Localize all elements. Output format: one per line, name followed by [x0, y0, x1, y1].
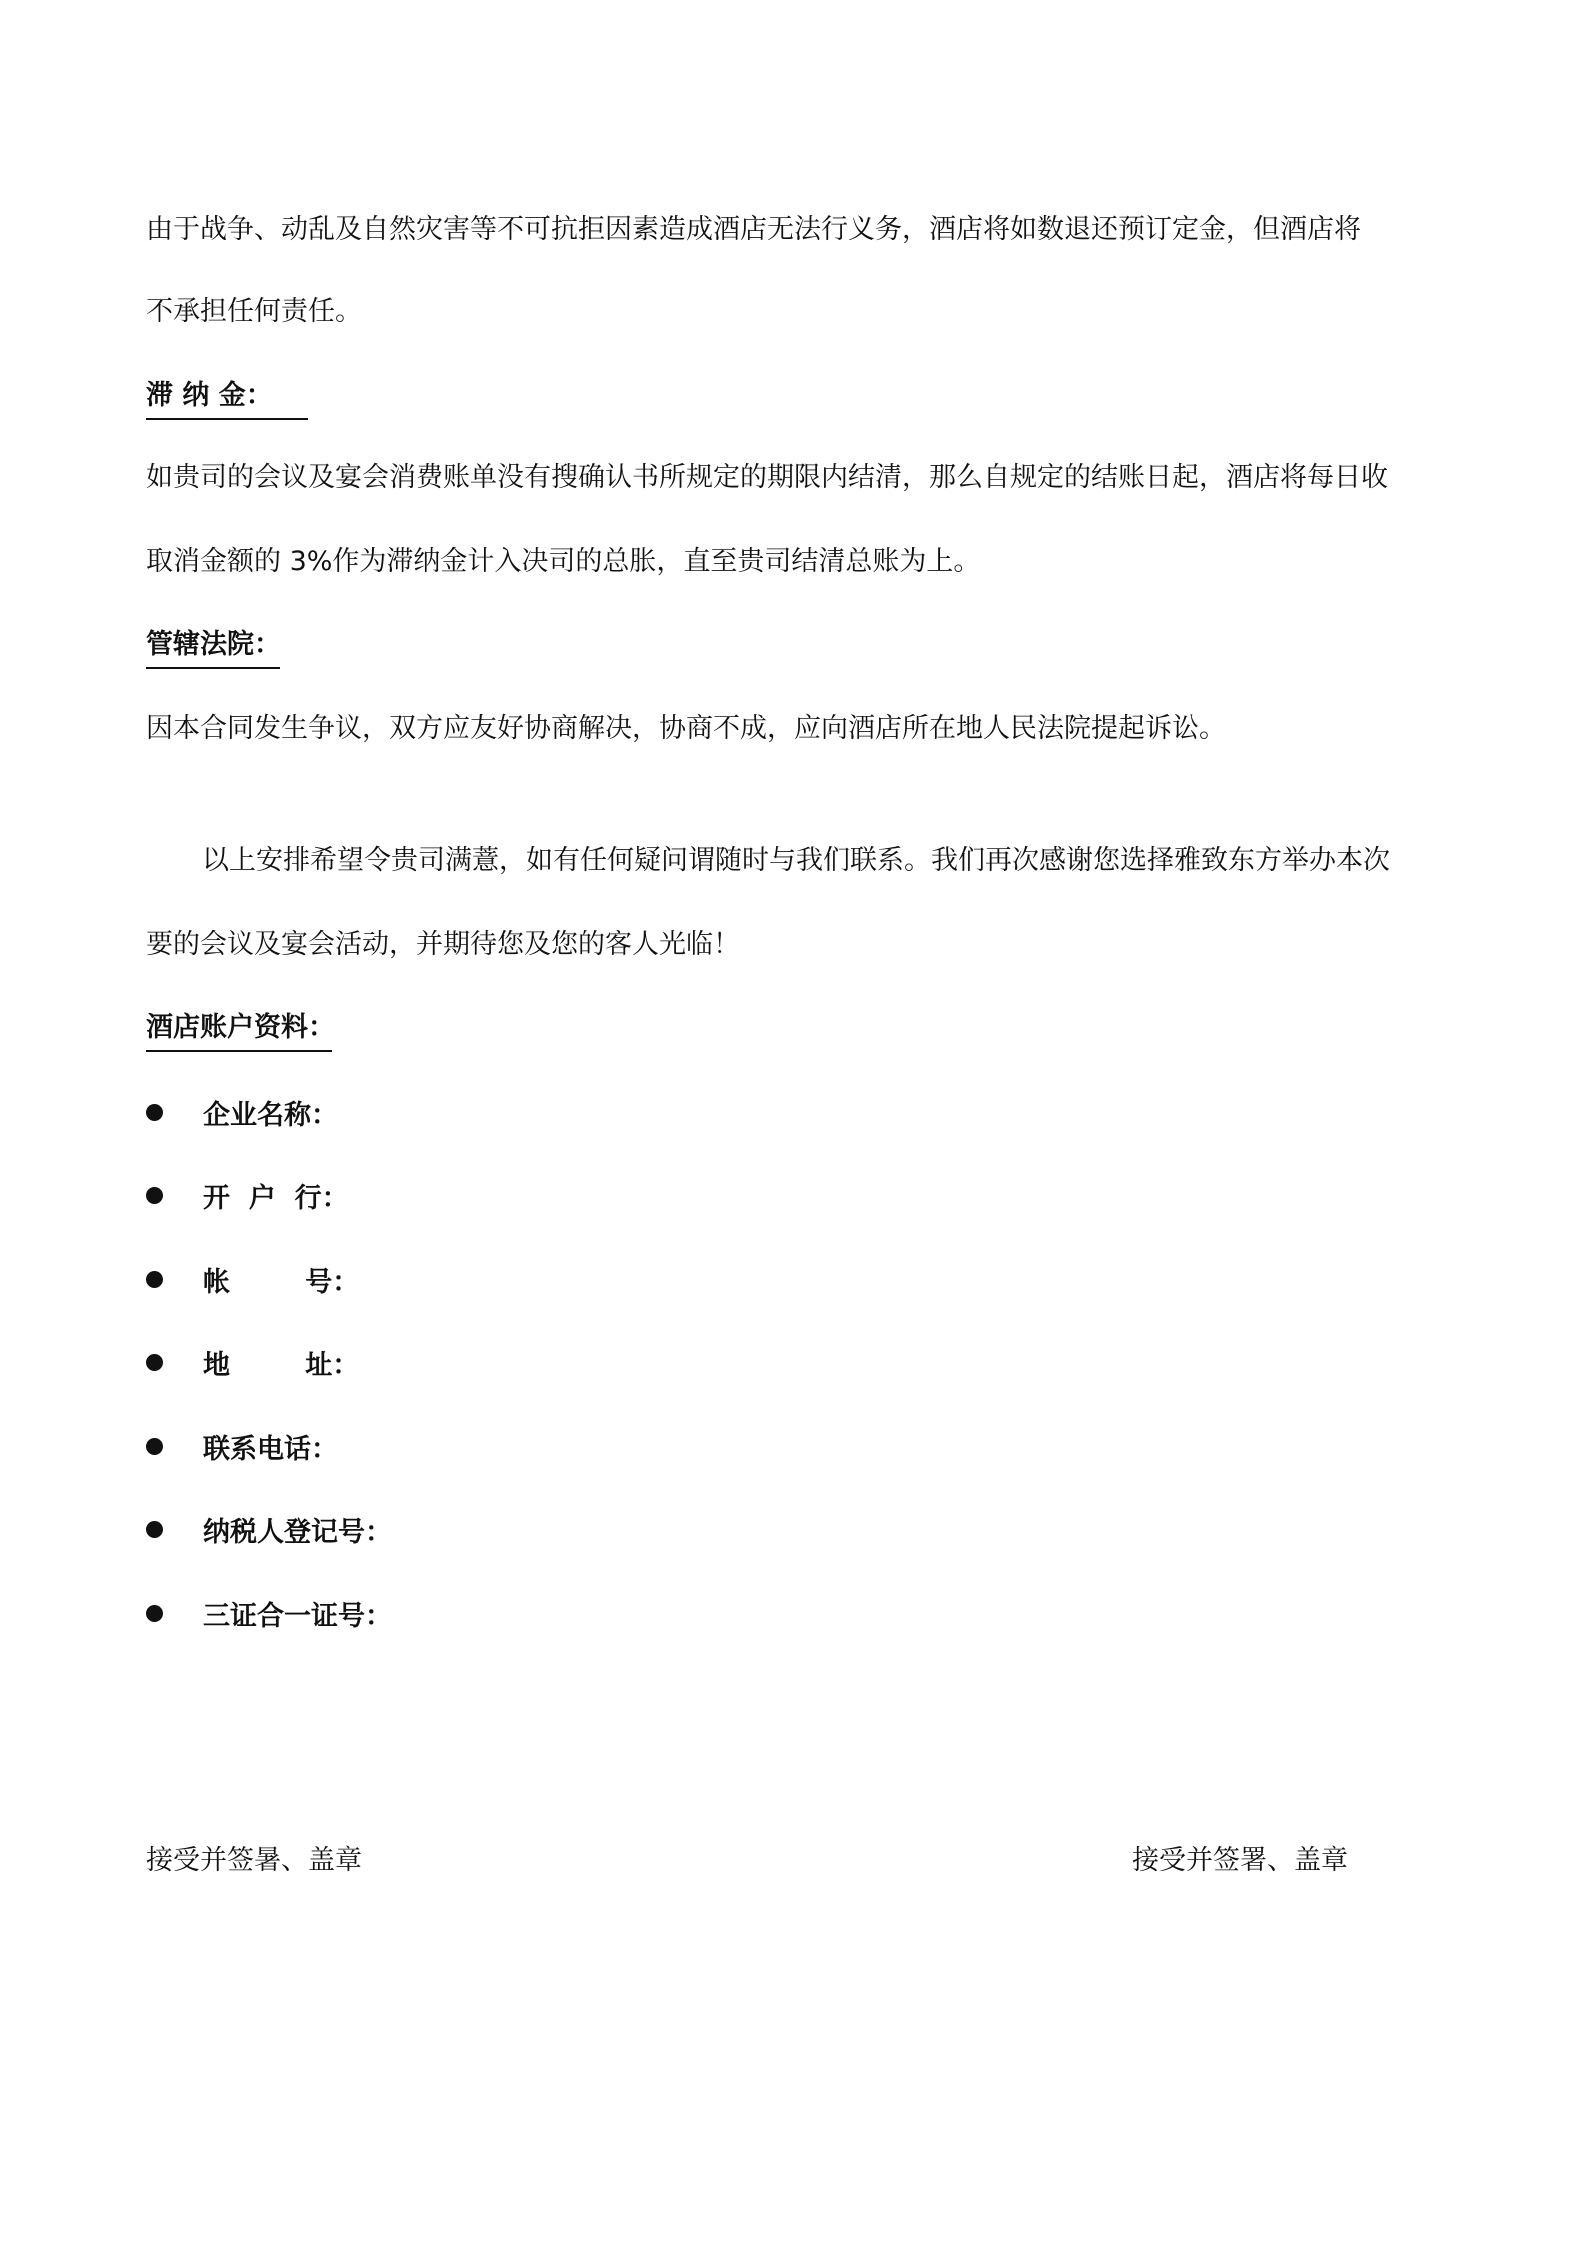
force-majeure-text-line-2: 不承担任何责任。 — [146, 296, 362, 327]
account-item-label: 三证合一证号： — [203, 1600, 392, 1632]
jurisdiction-text: 因本合同发生争议，双方应友好协商解决，协商不成，应向酒店所在地人民法院提起诉讼。 — [146, 713, 1226, 744]
late-fee-text-line-1: 如贵司的会议及宴会消费账单没有搜确认书所规定的期限内结清，那么自规定的结账日起，酒店将每日收 — [146, 462, 1388, 493]
account-item-label: 帐 号： — [203, 1266, 360, 1298]
account-info-heading: 酒店账户资料： — [146, 1010, 332, 1052]
bullet-icon — [146, 1104, 163, 1121]
bullet-icon — [146, 1271, 163, 1288]
account-item-company-name — [146, 1094, 338, 1130]
account-item-label: 地 址： — [203, 1349, 360, 1381]
account-item-taxpayer-id — [146, 1511, 392, 1547]
signature-right: 接受并签署、盖章 — [1132, 1845, 1348, 1876]
account-item-label: 企业名称： — [203, 1099, 338, 1131]
account-item-bank — [146, 1177, 349, 1213]
late-fee-heading: 滞 纳 金： — [146, 378, 308, 420]
account-item-label: 联系电话： — [203, 1433, 338, 1465]
jurisdiction-heading: 管辖法院： — [146, 627, 280, 669]
account-item-unified-credit-code — [146, 1595, 392, 1631]
account-item-address — [146, 1344, 359, 1380]
bullet-icon — [146, 1438, 163, 1455]
closing-text-line-2: 要的会议及宴会活动，并期待您及您的客人光临！ — [146, 929, 740, 960]
bullet-icon — [146, 1605, 163, 1622]
bullet-icon — [146, 1187, 163, 1204]
bullet-icon — [146, 1521, 163, 1538]
closing-text-line-1: 以上安排希望令贵司满薏，如有任何疑问谓随时与我们联系。我们再次感谢您选择雅致东方举办本次 — [202, 845, 1390, 876]
signature-left: 接受并签暑、盖章 — [146, 1845, 362, 1876]
bullet-icon — [146, 1354, 163, 1371]
account-item-account-number — [146, 1261, 359, 1297]
late-fee-text-line-2: 取消金额的 3%作为滞纳金计入决司的总胀，直至贵司结清总账为上。 — [146, 546, 981, 577]
account-item-label: 纳税人登记号： — [203, 1516, 392, 1548]
account-item-phone — [146, 1428, 338, 1464]
force-majeure-text-line-1: 由于战争、动乱及自然灾害等不可抗拒因素造成酒店无法行义务，酒店将如数退还预订定金，但酒店将 — [146, 214, 1361, 245]
account-item-label: 开 户 行： — [203, 1182, 349, 1214]
